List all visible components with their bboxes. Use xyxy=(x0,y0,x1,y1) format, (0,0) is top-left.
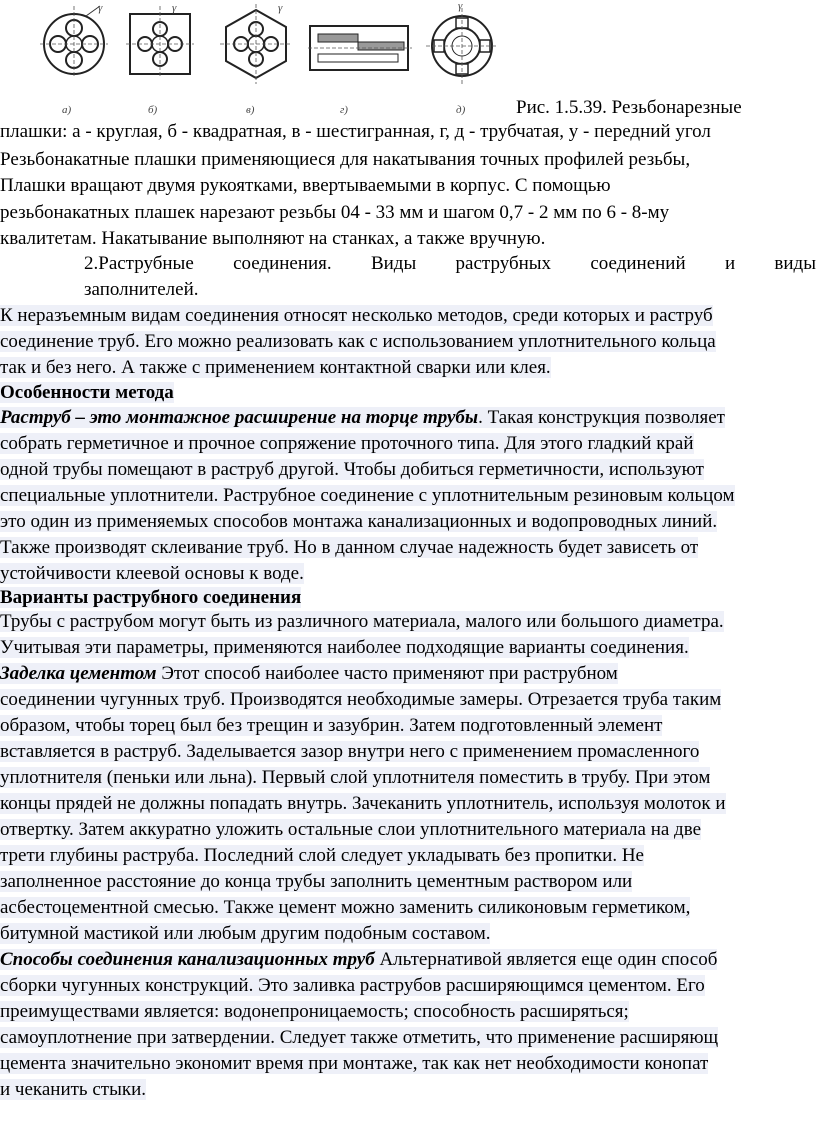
text-line: специальные уплотнители. Раструбное соединение с уплотнительным резиновым кольцом xyxy=(0,485,735,506)
gamma-symbol-b: γ xyxy=(172,2,177,14)
fig-label-b: б) xyxy=(148,104,158,116)
heading-method-features: Особенности метода xyxy=(0,382,174,403)
text-line: квалитетам. Накатывание выполняют на станках, а также вручную. xyxy=(0,228,546,249)
text-line: и чеканить стыки. xyxy=(0,1079,146,1100)
gamma-symbol-a: γ xyxy=(98,2,103,14)
heading-variants: Варианты раструбного соединения xyxy=(0,587,302,608)
figure-caption: Рис. 1.5.39. Резьбонарезные xyxy=(516,97,742,118)
fig-label-e: д) xyxy=(456,104,466,116)
text-line: вставляется в раструб. Заделывается зазор внутри него с применением промасленного xyxy=(0,741,700,762)
term-cement-sealing: Заделка цементом xyxy=(0,663,157,684)
text-line: Резьбонакатные плашки применяющиеся для накатывания точных профилей резьбы, xyxy=(0,149,691,170)
heading-word: соединения. xyxy=(233,253,332,274)
fig-b-square-die xyxy=(124,4,196,80)
text-line: устойчивости клеевой основы к воде. xyxy=(0,563,304,584)
text-line: сборки чугунных конструкций. Это заливка раструбов расширяющимся цементом. Его xyxy=(0,975,705,996)
text-line: плашки: а - круглая, б - квадратная, в - шестигранная, г, д - трубчатая, у - передний угол xyxy=(0,121,711,142)
heading-word: соединений xyxy=(590,253,686,274)
text-line: преимуществами является: водонепроницаемость; способность расширяться; xyxy=(0,1001,629,1022)
text-line: отвертку. Затем аккуратно уложить остальные слои уплотнительного материала на две xyxy=(0,819,702,840)
text-line: соединении чугунных труб. Производятся необходимые замеры. Отрезается труба таким xyxy=(0,689,722,710)
text-line: Также производят склеивание труб. Но в данном случае надежность будет зависеть от xyxy=(0,537,699,558)
text-line: это один из применяемых способов монтажа канализационных и водопроводных линий. xyxy=(0,511,718,532)
heading-word: раструбных xyxy=(455,253,552,274)
fig-label-d: г) xyxy=(340,104,348,116)
gamma-symbol-e: γ xyxy=(458,0,463,12)
text-line: заполненное расстояние до конца трубы заполнить цементным раствором или xyxy=(0,871,633,892)
text-line: образом, чтобы торец был без трещин и зазубрин. Затем подготовленный элемент xyxy=(0,715,663,736)
fig-c-hex-die xyxy=(216,4,296,84)
section-2-heading-cont: заполнителей. xyxy=(84,279,199,300)
hex-die-drawing xyxy=(216,4,296,84)
text-line: . Такая конструкция позволяет xyxy=(478,407,725,428)
text-line: резьбонакатных плашек нарезают резьбы 04 - 33 мм и шагом 0,7 - 2 мм по 6 - 8-му xyxy=(0,202,670,223)
text-line: собрать герметичное и прочное сопряжение проточного типа. Для этого гладкий край xyxy=(0,433,694,454)
fig-label-a: а) xyxy=(62,104,72,116)
section-2-heading xyxy=(84,252,816,276)
fig-a-round-die xyxy=(40,4,112,80)
text-line: так и без него. А также с применением контактной сварки или клея. xyxy=(0,357,551,378)
text-line: соединение труб. Его можно реализовать как с использованием уплотнительного кольца xyxy=(0,331,716,352)
figure-dies xyxy=(40,0,510,120)
heading-word: 2.Раструбные xyxy=(84,253,194,274)
fig-label-c: в) xyxy=(246,104,255,116)
square-die-drawing xyxy=(124,4,196,80)
text-line: цемента значительно экономит время при монтаже, так как нет необходимости конопат xyxy=(0,1053,709,1074)
text-line: одной трубы помещают в раструб другой. Чтобы добиться герметичности, используют xyxy=(0,459,704,480)
text-line: Альтернативой является еще один способ xyxy=(374,949,718,970)
tubular-end-drawing xyxy=(422,4,502,84)
text-line: трети глубины раструба. Последний слой следует укладывать без пропитки. Не xyxy=(0,845,644,866)
term-sewer-joining: Способы соединения канализационных труб xyxy=(0,949,375,970)
fig-d-tubular-die xyxy=(308,20,412,76)
heading-word: и xyxy=(724,253,736,274)
fig-e-tubular-die-end xyxy=(422,0,502,84)
heading-word: виды xyxy=(774,253,816,274)
gamma-symbol-c: γ xyxy=(278,2,283,14)
text-line: Учитывая эти параметры, применяются наиболее подходящие варианты соединения. xyxy=(0,637,689,658)
text-line: битумной мастикой или любым другим подобным составом. xyxy=(0,923,491,944)
term-socket: Раструб – это монтажное расширение на торце трубы xyxy=(0,407,479,428)
round-die-drawing xyxy=(40,4,112,80)
text-line: концы прядей не должны попадать внутрь. Зачеканить уплотнитель, используя молоток и xyxy=(0,793,726,814)
text-line: самоуплотнение при затвердении. Следует также отметить, что применение расширяющ xyxy=(0,1027,719,1048)
text-line: уплотнителя (пеньки или льна). Первый слой уплотнителя поместить в трубу. При этом xyxy=(0,767,711,788)
text-line: асбестоцементной смесью. Также цемент можно заменить силиконовым герметиком, xyxy=(0,897,691,918)
text-line: Плашки вращают двумя рукоятками, ввертываемыми в корпус. С помощью xyxy=(0,175,611,196)
text-line: Трубы с раструбом могут быть из различного материала, малого или большого диаметра. xyxy=(0,611,724,632)
text-line: К неразъемным видам соединения относят несколько методов, среди которых и раструб xyxy=(0,305,713,326)
text-line: Этот способ наиболее часто применяют при раструбном xyxy=(156,663,618,684)
heading-word: Виды xyxy=(370,253,417,274)
tubular-die-drawing xyxy=(308,20,412,76)
